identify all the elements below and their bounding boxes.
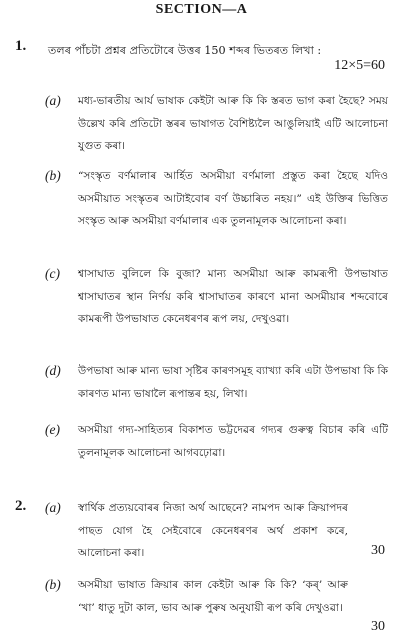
sub-question-label: (e) xyxy=(45,422,60,437)
sub-question-text: “সংস্কৃত বৰ্ণমালাৰ আৰ্হিত অসমীয়া বৰ্ণমালা প্ৰস্তুত কৰা হৈছে যদিও অসমীয়াত সংস্কৃতৰ আটাইবোৰ বৰ্ণ উচ্চাৰিত নহয়।” এই উক্তিৰ ভিত্তিত সংস্কৃত আৰু অসমীয়া বৰ্ণমালাৰ এক তুলনামূলক আলোচনা কৰা। xyxy=(78,170,388,227)
sub-question-text: অসমীয়া গদ্য-সাহিত্যৰ বিকাশত ভট্টদেৱৰ গদ্যৰ গুৰুত্ব বিচাৰ কৰি এটি তুলনামূলক আলোচনা আগবঢ়োৱা। xyxy=(78,424,388,459)
section-title: SECTION—A xyxy=(155,2,248,17)
question-number: 2. xyxy=(15,498,27,514)
sub-question-text: শ্বাসাঘাত বুলিলে কি বুজা? মান্য অসমীয়া আৰু কামৰূপী উপভাষাত শ্বাসাঘাতৰ স্থান নিৰ্ণয় কৰি শ্বাসাঘাতৰ কাৰণে মানা অসমীয়াৰ শব্দবোৰে কামৰূপী উপভাষাত কেনেধৰণৰ ৰূপ লয়, দেখুওৱা। xyxy=(78,268,388,325)
sub-question-label: (b) xyxy=(45,577,61,592)
sub-question-label: (a) xyxy=(45,93,61,108)
sub-question-text: অসমীয়া ভাষাত ক্ৰিয়াৰ কাল কেইটা আৰু কি কি? ‘কৰ্’ আৰু ‘খা’ ধাতু দুটা কাল, ভাব আৰু পুৰুষ অনুযায়ী ৰূপ কৰি দেখুওৱা। xyxy=(78,579,348,614)
sub-question-label: (a) xyxy=(45,500,61,515)
sub-question-label: (c) xyxy=(45,266,60,281)
sub-question-text: স্বাৰ্থিক প্ৰত্যয়বোৰৰ নিজা অৰ্থ আছেনে? নামপদ আৰু ক্ৰিয়াপদৰ পাছত যোগ হৈ সেইবোৰে কেনেধৰণৰ অৰ্থ প্ৰকাশ কৰে, আলোচনা কৰা। xyxy=(78,502,348,559)
sub-question-marks: 30 xyxy=(371,619,385,634)
question-number: 1. xyxy=(15,38,27,54)
sub-question-text: মধ্য-ভাৰতীয় আৰ্য ভাষাক কেইটা আৰু কি কি স্তৰত ভাগ কৰা হৈছে? সময় উল্লেখ কৰি প্ৰতিটো স্তৰৰ ভাষাগত বৈশিষ্ট্যলৈ আঙুলিয়াই এটি আলোচনা যুগুত কৰা। xyxy=(78,95,388,152)
question-text: তলৰ পাঁচটা প্ৰশ্নৰ প্ৰতিটোৰে উত্তৰ 150 শব্দৰ ভিতৰত লিখা : xyxy=(48,44,322,57)
sub-question-text: উপভাষা আৰু মান্য ভাষা সৃষ্টিৰ কাৰণসমূহ ব্যাখ্যা কৰি এটা উপভাষা কি কি কাৰণত মান্য ভাষালৈ ৰূপান্তৰ হয়, লিখা। xyxy=(78,365,388,400)
sub-question-label: (b) xyxy=(45,168,61,183)
question-marks: 12×5=60 xyxy=(334,58,385,73)
sub-question-label: (d) xyxy=(45,363,61,378)
sub-question-marks: 30 xyxy=(371,543,385,558)
